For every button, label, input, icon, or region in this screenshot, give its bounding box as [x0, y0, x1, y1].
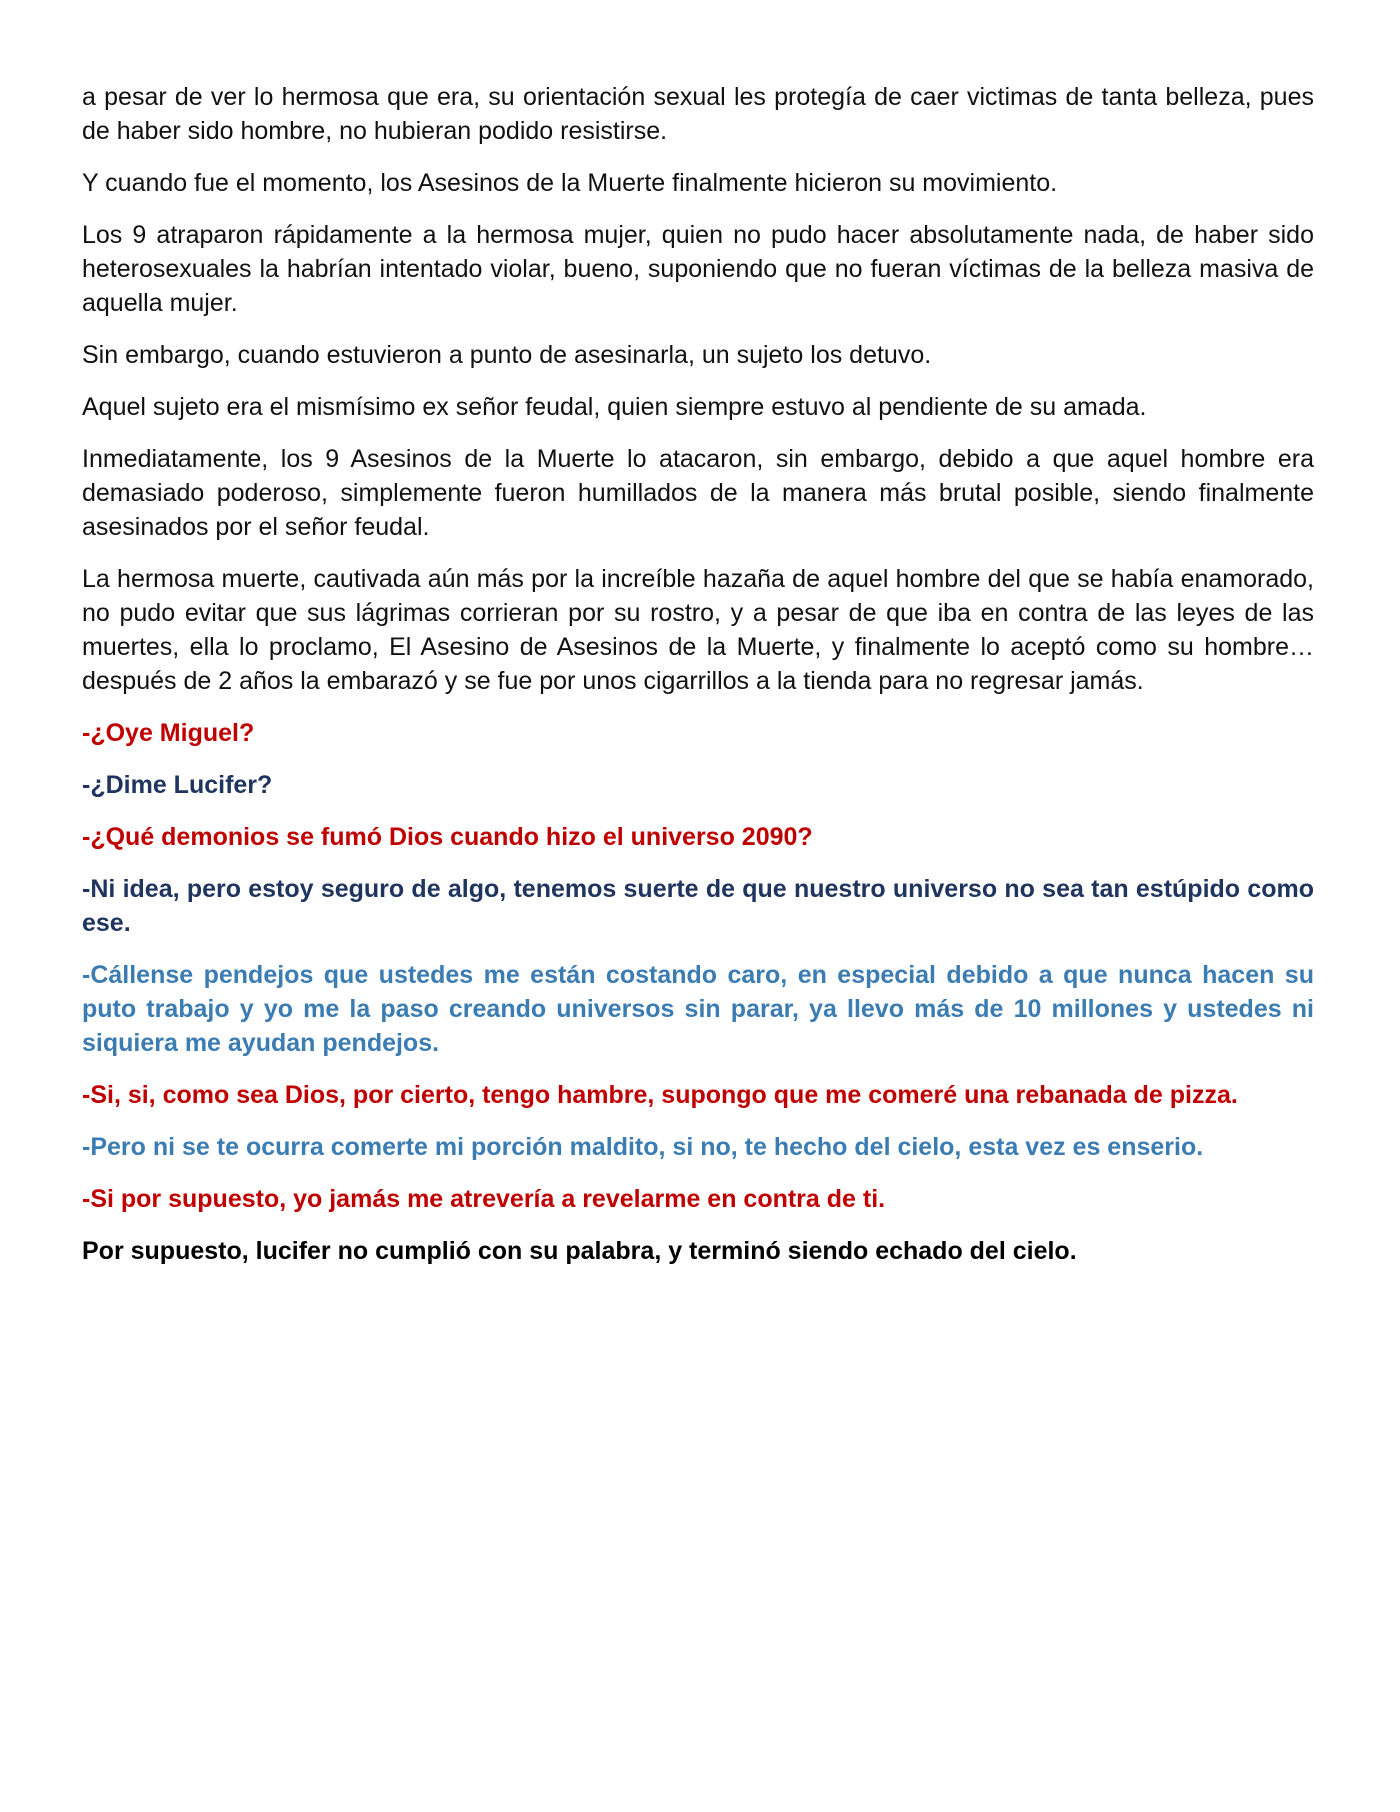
narration-paragraph: Sin embargo, cuando estuvieron a punto de asesinarla, un sujeto los detuvo. [82, 341, 932, 369]
document-page [82, 80, 1314, 1286]
narration-paragraph: Inmediatamente, los 9 Asesinos de la Muerte lo atacaron, sin embargo, debido a que aquel hombre era demasiado poderoso, simplemente fueron humillados de la manera más brutal posible, siendo finalmente asesinados por el señor feudal. [82, 445, 1314, 541]
dialogue-line-miguel: -¿Dime Lucifer? [82, 771, 273, 799]
narration-paragraph: Los 9 atraparon rápidamente a la hermosa mujer, quien no pudo hacer absolutamente nada, de haber sido heterosexuales la habrían intentado violar, bueno, suponiendo que no fueran víctimas de la belleza masiva de aquella mujer. [82, 221, 1314, 317]
narration-paragraph: a pesar de ver lo hermosa que era, su orientación sexual les protegía de caer victimas de tanta belleza, pues de haber sido hombre, no hubieran podido resistirse. [82, 83, 1314, 145]
dialogue-line-lucifer: -¿Qué demonios se fumó Dios cuando hizo el universo 2090? [82, 823, 813, 851]
dialogue-line-miguel: -Ni idea, pero estoy seguro de algo, tenemos suerte de que nuestro universo no sea tan estúpido como ese. [82, 875, 1314, 937]
dialogue-line-lucifer: -Si, si, como sea Dios, por cierto, tengo hambre, supongo que me comeré una rebanada de pizza. [82, 1081, 1238, 1109]
dialogue-line-lucifer: -Si por supuesto, yo jamás me atrevería a revelarme en contra de ti. [82, 1185, 886, 1213]
narration-paragraph: La hermosa muerte, cautivada aún más por la increíble hazaña de aquel hombre del que se había enamorado, no pudo evitar que sus lágrimas corrieran por su rostro, y a pesar de que iba en contra de las leyes de las muertes, ella lo proclamo, El Asesino de Asesinos de la Muerte, y finalmente lo aceptó como su hombre… después de 2 años la embarazó y se fue por unos cigarrillos a la tienda para no regresar jamás. [82, 565, 1314, 695]
narration-paragraph: Y cuando fue el momento, los Asesinos de la Muerte finalmente hicieron su movimiento. [82, 169, 1058, 197]
dialogue-line-lucifer: -¿Oye Miguel? [82, 719, 255, 747]
narration-paragraph: Aquel sujeto era el mismísimo ex señor feudal, quien siempre estuvo al pendiente de su amada. [82, 393, 1147, 421]
dialogue-line-dios: -Pero ni se te ocurra comerte mi porción maldito, si no, te hecho del cielo, esta vez es enserio. [82, 1133, 1204, 1161]
dialogue-line-dios: -Cállense pendejos que ustedes me están costando caro, en especial debido a que nunca hacen su puto trabajo y yo me la paso creando universos sin parar, ya llevo más de 10 millones y ustedes ni siquiera me ayudan pendejos. [82, 961, 1314, 1057]
closing-paragraph: Por supuesto, lucifer no cumplió con su palabra, y terminó siendo echado del cielo. [82, 1237, 1077, 1265]
